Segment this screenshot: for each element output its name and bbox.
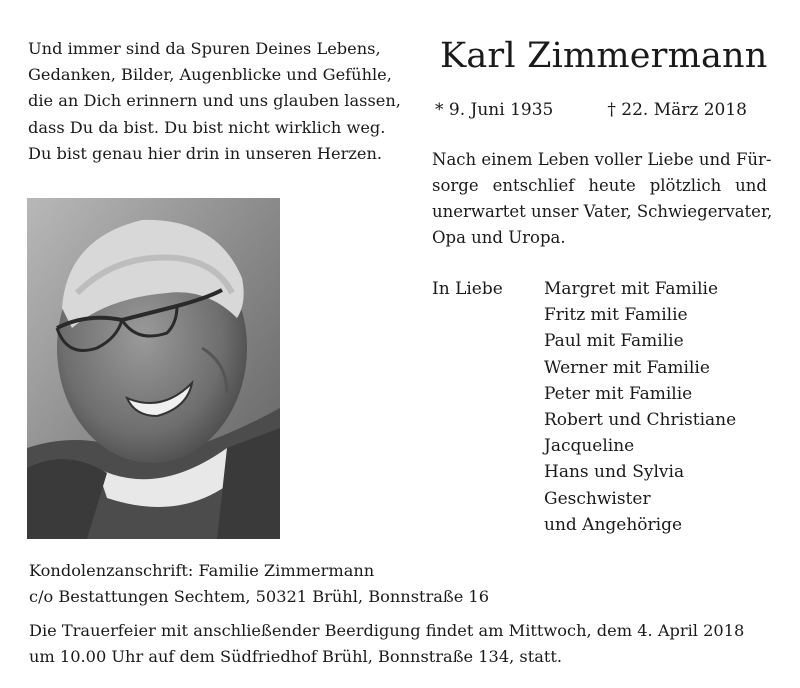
portrait-illustration — [27, 198, 280, 539]
funeral-line: um 10.00 Uhr auf dem Südfriedhof Brühl, Bonnstraße 134, statt. — [29, 647, 563, 666]
condolence-address — [29, 558, 489, 610]
funeral-line: Die Trauerfeier mit anschließender Beerdigung findet am Mittwoch, dem 4. April 2018 — [29, 621, 745, 640]
poem-line: Du bist genau hier drin in unseren Herzen. — [28, 143, 383, 163]
life-dates — [435, 100, 747, 128]
poem-line: dass Du da bist. Du bist nicht wirklich weg. — [28, 117, 386, 137]
message-line: sorge entschlief heute plötzlich und — [432, 176, 767, 195]
mourner-name: Peter mit Familie — [544, 383, 693, 404]
message-line: unerwartet unser Vater, Schwiegervater, — [432, 202, 773, 221]
contact-line: c/o Bestattungen Sechtem, 50321 Brühl, Bonnstraße 16 — [29, 587, 490, 606]
poem — [28, 36, 401, 167]
death-date: † 22. März 2018 — [607, 100, 747, 120]
obituary-message — [432, 147, 773, 251]
funeral-notice — [29, 618, 744, 670]
mourner-name: Jacqueline — [544, 436, 635, 457]
contact-line: Kondolenzanschrift: Familie Zimmermann — [29, 561, 375, 580]
mourner-name: Fritz mit Familie — [544, 305, 688, 326]
mourner-name: Werner mit Familie — [544, 357, 710, 378]
message-line: Opa und Uropa. — [432, 228, 566, 247]
mourner-name: Paul mit Familie — [544, 331, 684, 352]
mourner-name: Robert und Christiane — [544, 410, 737, 431]
poem-line: Und immer sind da Spuren Deines Lebens, — [28, 39, 381, 58]
mourner-name: Hans und Sylvia — [544, 462, 685, 483]
poem-line: Gedanken, Bilder, Augenblicke und Gefühle, — [28, 65, 392, 85]
deceased-name: Karl Zimmermann — [440, 36, 768, 76]
poem-line: die an Dich erinnern und uns glauben lassen, — [28, 91, 401, 111]
mourner-name: Geschwister — [544, 488, 651, 509]
mourner-name: und Angehörige — [544, 514, 683, 535]
message-line: Nach einem Leben voller Liebe und Für- — [432, 150, 772, 169]
portrait-photo — [27, 198, 280, 539]
mourners-list — [544, 276, 784, 538]
mourner-name: Margret mit Familie — [544, 279, 719, 299]
mourners-label: In Liebe — [432, 279, 503, 299]
birth-date: * 9. Juni 1935 — [435, 100, 554, 120]
